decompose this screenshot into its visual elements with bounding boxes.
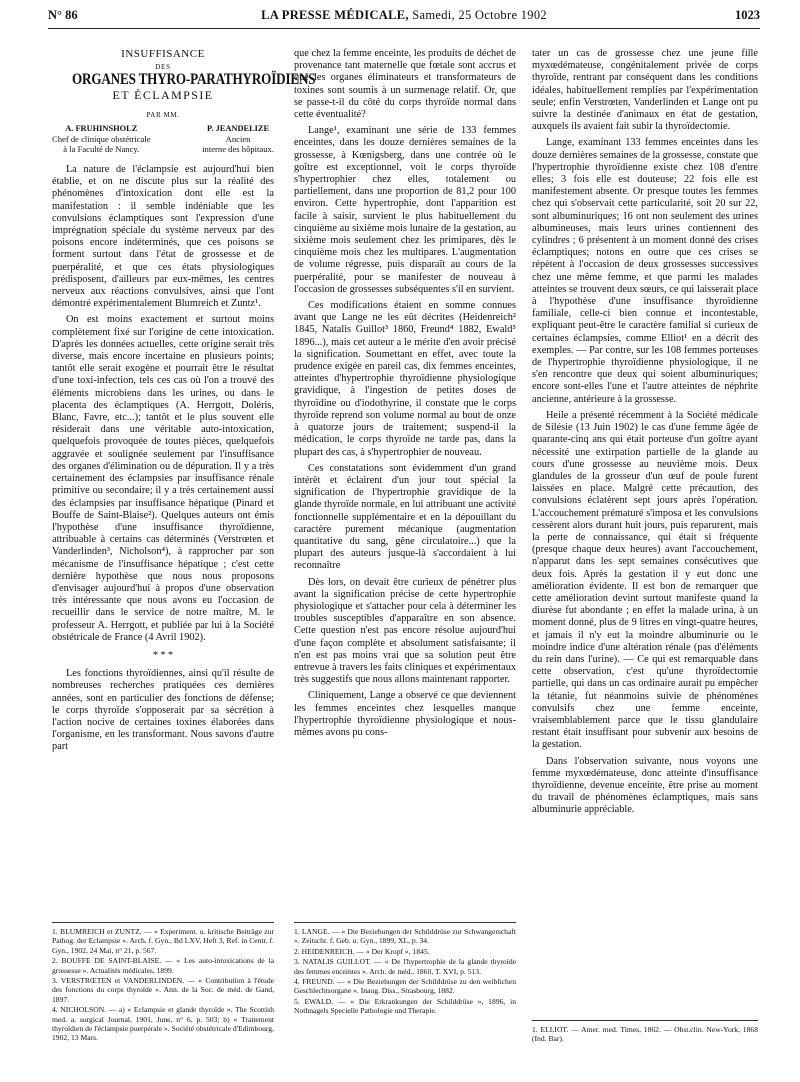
- paragraph: Ces modifications étaient en somme connues avant que Lange ne les eût décrites (Heidenreich² 1845, Natalis Guillot³ 1860, Freund⁴ 1882, Ewald⁵ 1896...), mais cet auteur a le mérite d'en avoir précisé la signification. Soumettant en effet, avec toute la prudence exigée en pareil cas, dix femmes enceintes, atteintes d'hypertrophie thyroïdienne physiologique gravidique, à l'ingestion de petites doses de thyroïdine ou d'iodothyrine, il constate que le corps thyroïde reprend son volume normal au bout de onze à quatorze jours de traitement; suspend-il la médication, le corps thyroïde ne tarde pas, dans la plupart des cas, à s'hypertrophier de nouveau.: [294, 300, 516, 458]
- title-line-4: ET ÉCLAMPSIE: [112, 87, 214, 102]
- paragraph: Lange¹, examinant une série de 133 femmes enceintes, dans les douze dernières semaines de la grossesse, à Kœnigsberg, dans une contrée où le goître est exceptionnel, voit le corps thyroïde s'hypertrophier chez elles, totalement ou partiellement, dans une proportion de 81,2 pour 100 environ. Cette hypertrophie, dont l'apparition est facile à saisir, survient le plus habituellement du cinquième au sixième mois lunaire de la gestation, au sixième mois seulement chez les primipares, dès le cinquième mois chez les multipares. L'augmentation de volume régresse, puis disparaît au cours de la puerpéralité, pour se manifester de nouveau à l'occasion de grossesses subséquentes s'il en survient.: [294, 125, 516, 295]
- footnote: 5. EWALD. — « Die Erkrankungen der Schilddrüse », 1896, in Nothnagels Specielle Pathologie und Therapie.: [294, 996, 516, 1016]
- footnote: 1. LANGE. — « Die Beziehungen der Schilddrüse zur Schwangerschaft ». Zeitschr. f. Geb. u. Gyn., 1899, XL, p. 34.: [294, 927, 516, 946]
- column-2: [294, 48, 516, 743]
- paragraph: Dans l'observation suivante, nous voyons une femme myxœdémateuse, donc atteinte d'insuffisance thyroïdienne, devenue enceinte, être prise au moment du travail de phénomènes éclamptiques, mais sans albuminurie appréciable.: [532, 755, 758, 816]
- paragraph: Heile a présenté récemment à la Société médicale de Silésie (13 Juin 1902) le cas d'une femme âgée de quarante-cinq ans qui était porteuse d'un goître ayant nécessité une extirpation partielle de la glande au cours d'une grossesse au neuvième mois. Deux glandules de la grosseur d'un œuf de poule furent laissées en place. Malgré cette précaution, des convulsions éclatèrent sept jours après l'opération. L'accouchement prématuré s'imposa et les convulsions cessèrent alors durant huit jours, puis reparurent, mais la perte de connaissance, qui était si fréquente (presque chaque deux heures) avant l'accouchement, n'apparut dans les sept semaines consécutives que deux fois. Après la gestation il y eut donc une amélioration évidente. Il est bon de remarquer que cette amélioration devint surtout manifeste quand la diurèse fut abondante ; en effet la malade urina, à un moment donné, plus de 9 litres en vingt-quatre heures, et jamais il n'y eut la moindre albuminurie ou le moindre indice d'une altération rénale (pas d'éléments du rein dans l'urine). — Ce qui est remarquable dans cette observation, c'est qu'une thyroïdectomie partielle, qui dans un cas ordinaire aurait pu empêcher la tétanie, fut néanmoins suivie de phénomènes convulsifs chez une femme enceinte, vraisemblablement parce que le tissu glandulaire restant était insuffisant pour subvenir aux besoins de la gestation.: [532, 409, 758, 751]
- footnote: 4. NICHOLSON. — a) « Eclampsie et glande thyroïde ». The Scottish med. a. surgical Journal, 1901, June, n° 6, p. 503; b) « Traitement thyroïdien de l'éclampsie puerpérale ». Société obstétricale d'Edimbourg, 1902, 13 Mars.: [52, 1005, 274, 1043]
- footnote: 1. BLUMREICH et ZUNTZ. — « Experiment. u. kritische Beiträge zur Pathog. der Eclampsie ». Arch. f. Gyn., Bd LXV, Heft 3, Ref. in Centr. f. Gyn., 1902, 24 Mai, n° 21, p. 567.: [52, 927, 274, 955]
- footnote: 3. VERSTRŒTEN et VANDERLINDEN. — « Contribution à l'étude des fonctions du corps thyroïde ». Ann. de la Soc. de méd. de Gand, 1897.: [52, 976, 274, 1004]
- authors: [52, 124, 274, 154]
- byline-par: PAR MM.: [146, 110, 180, 119]
- title-line-3: ORGANES THYRO-PARATHYROÏDIENS: [71, 71, 316, 89]
- paragraph: On est moins exactement et surtout moins complètement fixé sur l'origine de cette intoxication. D'après les données actuelles, cette origine serait très diverse, mais encore incertaine en plusieurs points; tantôt elle serait exogène et pourrait être le résultat d'une toxi-infection, tels ces cas où l'on a trouvé des éléments microbiens dans les urines, ou dans le placenta des éclamptiques (A. Herrgott, Doléris, Blanc, Favre, etc...); tantôt et le plus souvent elle résiderait dans une véritable auto-intoxication, quelquefois provoquée de toutes pièces, quelquefois aggravée et soulignée seulement par l'insuffisance des organes d'élimination ou de dépuration. Il y a très certainement des éclampsies par insuffisance rénale primitive ou secondaire; il y a très certainement aussi des éclampsies par insuffisance hépatique (Pinard et Bouffe de Saint-Blaise²). Quelques auteurs ont émis l'hypothèse d'une insuffisance thyroïdienne, attribuable à certains cas déterminés (Verstrœten et Vanderlinden³, Nicholson⁴), à rapprocher par son mécanisme de l'insuffisance hépatique ; c'est cette dernière hypothèse que nous nous proposons d'envisager aujourd'hui à propos d'une observation très intéressante que nous avons eu l'occasion de recueillir dans le service de notre maître, M. le professeur A. Herrgott, et publiée par lui à la Société obstétricale de France (4 Avril 1902).: [52, 314, 274, 643]
- author-1-role: Chef de clinique obstétricale: [52, 134, 151, 145]
- issue-number: N° 86: [48, 8, 78, 22]
- title-line-1: INSUFFISANCE: [121, 48, 205, 60]
- paragraph: Cliniquement, Lange a observé ce que deviennent les femmes enceintes chez lesquelles manque l'hypertrophie thyroïdienne physiologique et nous-mêmes avons pu cons-: [294, 690, 516, 738]
- author-1: [52, 124, 151, 154]
- author-2-place: interne des hôpitaux.: [202, 144, 274, 155]
- author-1-place: à la Faculté de Nancy.: [63, 144, 140, 155]
- footnotes-column-2: [294, 922, 516, 1017]
- footnotes-column-1: [52, 922, 274, 1044]
- author-1-name: A. FRUHINSHOLZ: [65, 124, 138, 134]
- footnote: 3. NATALIS GUILLOT. — « De l'hypertrophie de la glande thyroïde des femmes enceintes ». Arch. de méd., 1860, T. XVI, p. 513.: [294, 957, 516, 976]
- section-separator: * * *: [153, 649, 173, 661]
- paragraph: Les fonctions thyroïdiennes, ainsi qu'il résulte de nombreuses recherches pratiquées ces dernières années, sont en particulier des fonctions de défense; le corps thyroïde s'opposerait par sa sécrétion à l'action nocive de certaines toxines élaborées dans l'organisme, en les transformant. Nous savons d'autre part: [52, 668, 274, 753]
- paragraph: Dès lors, on devait être curieux de pénétrer plus avant la signification précise de cette hypertrophie physiologique et s'attacher pour cela à déterminer les troubles susceptibles d'apparaître en son absence. Cette question n'est pas encore résolue aujourd'hui d'une façon complète et absolument satisfaisante; il n'en est pas moins vrai que sa solution peut être entrevue à travers les faits cliniques et expérimentaux très suggestifs que nous allons maintenant rapporter.: [294, 576, 516, 686]
- journal-name: LA PRESSE MÉDICALE,: [261, 8, 409, 22]
- issue-date: Samedi, 25 Octobre 1902: [412, 8, 547, 22]
- author-2-role: Ancien: [225, 134, 251, 145]
- paragraph: que chez la femme enceinte, les produits de déchet de provenance tant maternelle que fœtale sont accrus et que les organes éliminateurs et transformateurs de toxines sont soumis à un surmenage relatif. Or, que se passe-t-il du côté du corps thyroïde normal dans cette éventualité?: [294, 48, 516, 121]
- running-head: [48, 8, 760, 29]
- footnote: 1. ELLIOT. — Amer. med. Times, 1862. — Obst.clin. New-York, 1868 (Ind. Bar).: [532, 1025, 758, 1044]
- journal-title: [48, 8, 760, 23]
- footnote: 2. HEIDENREICH. — « Der Kropf », 1845.: [294, 946, 430, 956]
- column-3: [532, 48, 758, 821]
- title-line-2: DES: [155, 63, 171, 72]
- paragraph: Lange, examinant 133 femmes enceintes dans les douze dernières semaines de la grossesse, constate que l'hypertrophie thyroïdienne existe chez 108 d'entre elles; 3 fois elle est douteuse; 22 fois elle est manifestement absente. Or presque toutes les femmes chez qui s'observait cette particularité, soit 20 sur 22, sont albuminuriques; 16 ont non seulement des urines albumineuses, mais leurs urines contiennent des cylindres ; 6 présentent à un moment donné des crises éclamptiques; notons en outre que ces crises se répètent à l'occasion de deux grossesses successives chez une même femme, et que parmi les malades atteintes se trouvent deux sœurs, ce qui laisserait place à l'hypothèse d'une insuffisance thyroïdienne familiale, celle-ci bien connue et incontestable, expliquant peut-être le caractère familial si curieux de certaines éclampsies, comme Elliot¹ en a décrit des exemples. — Par contre, sur les 108 femmes porteuses de l'hypertrophie thyroïdienne physiologique, il ne s'en rencontre que deux qui soient albuminuriques; encore sont-elles l'une et l'autre atteintes de néphrite ancienne, antérieure à la grossesse.: [532, 137, 758, 405]
- footnote: 4. FREUND. — « Die Beziehungen der Schilddrüse zu den weiblichen Geschlechtsorgane ». Inaug. Diss., Strasbourg, 1882.: [294, 977, 516, 996]
- footnotes-column-3: [532, 1020, 758, 1045]
- paragraph: tater un cas de grossesse chez une jeune fille myxœdémateuse, congénitalement privée de corps thyroïde, rentrant par conséquent dans les conditions idéales, habituellement remplies par l'expérimentation seule; enfin Verstrœten, Vanderlinden et Lange ont pu suivre la destinée d'animaux en état de gestation, auxquels ils avaient fait subir la thyroïdectomie.: [532, 48, 758, 133]
- footnote: 2. BOUFFE DE SAINT-BLAISE. — « Les auto-intoxications de la grossesse ». Actualités médicales, 1899.: [52, 956, 274, 975]
- paragraph: Ces constatations sont évidemment d'un grand intérêt et éclairent d'un jour tout spécial la signification de l'hypertrophie gravidique de la glande thyroïde normale, en lui attribuant une activité fonctionnelle supplémentaire et en la dépouillant du caractère purement mécanique (augmentation quantitative du sang, gêne circulatoire...) que la plupart des auteurs jusque-là s'accordaient à lui reconnaître: [294, 462, 516, 572]
- author-2: [202, 124, 274, 154]
- column-1: [52, 48, 316, 758]
- article-title-block: [52, 48, 316, 155]
- author-2-name: P. JEANDELIZE: [207, 124, 270, 134]
- paragraph: La nature de l'éclampsie est aujourd'hui bien établie, et on ne discute plus sur la réalité des phénomènes d'intoxication dont elle est la manifestation : il semble indéniable que les convulsions éclamptiques sont l'expression d'une imprégnation spéciale du système nerveux par des poisons encore indéterminés, que ces poisons se forment surtout dans l'état de grossesse et de puerpéralité, et que ces états physiologiques prédisposent, d'ailleurs par eux-mêmes, les centres nerveux aux réactions convulsives, ainsi que l'ont démontré expérimentalement Blumreich et Zuntz¹.: [52, 164, 274, 310]
- page-number: 1023: [735, 8, 760, 22]
